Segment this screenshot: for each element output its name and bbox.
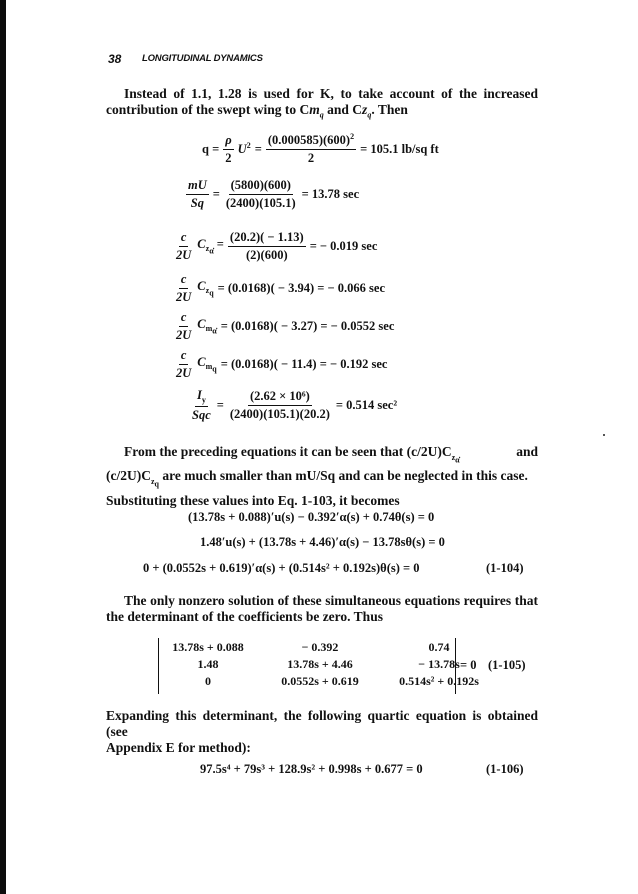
equation-inertia: $\frac{I_y}{\text{Sqc}}$ = $\frac{\text{(2.62 × 10⁶)}}{(2400)(105.1)(20.2)}$ = 0.514 sec² <box>192 388 398 422</box>
matrix-cell: − 13.78s <box>418 657 460 671</box>
equation-label-1-106: (1-106) <box>486 762 524 776</box>
q-result: = 105.1 lb/sq ft <box>360 141 439 156</box>
equation-cz-q: $\frac{c}{2U}$ $C_{z_q}$ = (0.0168)( − 3.94) = − 0.066 sec <box>176 272 385 304</box>
system-eq-3: 0 + (0.0552s + 0.619)′α(s) + (0.514s² + 0.192s)θ(s) = 0 <box>143 561 420 575</box>
scan-speck <box>603 434 605 436</box>
intro-line-1: Instead of 1.1, 1.28 is used for K, to take account of the increased <box>124 86 538 101</box>
intro-paragraph <box>106 86 538 124</box>
matrix-cell: 0 <box>205 674 211 688</box>
equation-label-1-105: (1-105) <box>488 658 526 672</box>
running-header: LONGITUDINAL DYNAMICS <box>142 53 263 64</box>
matrix-cell: − 0.392 <box>301 640 339 654</box>
system-eq-2: 1.48′u(s) + (13.78s + 4.46)′α(s) − 13.78sθ(s) = 0 <box>200 535 445 549</box>
equation-cz-alphadot: $\frac{c}{2U}$ $C_{z_{\alphȧ}}$ = $\frac{(20.2)( - 1.13)}{(2)(600)}$ = − 0.019 sec <box>176 230 378 262</box>
page-number: 38 <box>108 52 122 66</box>
intro-line-2: contribution of the swept wing to $Cm_q$ and $Cz_q$. Then <box>106 102 408 120</box>
eq-lhs: q = <box>202 141 220 156</box>
coefficient-matrix <box>160 640 494 689</box>
system-eq-1: (13.78s + 0.088)′u(s) − 0.392′α(s) + 0.74θ(s) = 0 <box>188 510 435 524</box>
determinant-equals-zero: = 0 <box>460 658 477 672</box>
quartic-equation: 97.5s⁴ + 79s³ + 128.9s² + 0.998s + 0.677 = 0 <box>200 762 423 776</box>
q-fraction: $\frac{(0.000585)(600)^2}{2}$ <box>267 132 355 166</box>
determinant-left-bar <box>158 638 159 694</box>
matrix-cell: 13.78s + 0.088 <box>172 640 244 654</box>
paragraph-expanding: Expanding this determinant, the following quartic equation is obtained (see Appendix E for method): <box>106 708 538 755</box>
matrix-cell: 0.0552s + 0.619 <box>281 674 359 688</box>
equation-label-1-104: (1-104) <box>486 561 524 575</box>
matrix-cell: 13.78s + 4.46 <box>287 657 353 671</box>
rho-over-two: $\frac{\rho}{2}$ <box>225 132 232 165</box>
equation-cm-q: $\frac{c}{2U}$ $C_{m_q}$ = (0.0168)( − 11.4) = − 0.192 sec <box>176 348 388 380</box>
equation-dynamic-pressure: q = $\frac{\rho}{2}$ $U^2$ = $\frac{(0.000585)(600)^2}{2}$ = 105.1 lb/sq ft <box>202 132 439 166</box>
equation-cm-alphadot: $\frac{c}{2U}$ $C_{m_{\alphȧ}}$ = (0.0168)( − 3.27) = − 0.0552 sec <box>176 310 395 342</box>
matrix-cell: 0.514s² + 0.192s <box>399 674 479 688</box>
paragraph-neglect-terms: From the preceding equations it can be seen that $(c/2U)C_{z_{\alphȧ}}$ and $(c/2U)C_{z_q}$ are much smaller than mU/Sq and can be neglected in this case. Substituting these values into Eq. 1-103, it becomes <box>106 444 538 508</box>
scan-edge-bar <box>0 0 6 894</box>
matrix-cell: 1.48 <box>197 657 219 671</box>
paragraph-determinant: The only nonzero solution of these simultaneous equations requires that the determinant of the coefficients be zero. Thus <box>106 593 538 624</box>
matrix-cell: 0.74 <box>428 640 450 654</box>
equation-mu-sq: $\frac{mU}{Sq}$ = $\frac{(5800)(600)}{(2400)(105.1)}$ = 13.78 sec <box>188 178 360 210</box>
